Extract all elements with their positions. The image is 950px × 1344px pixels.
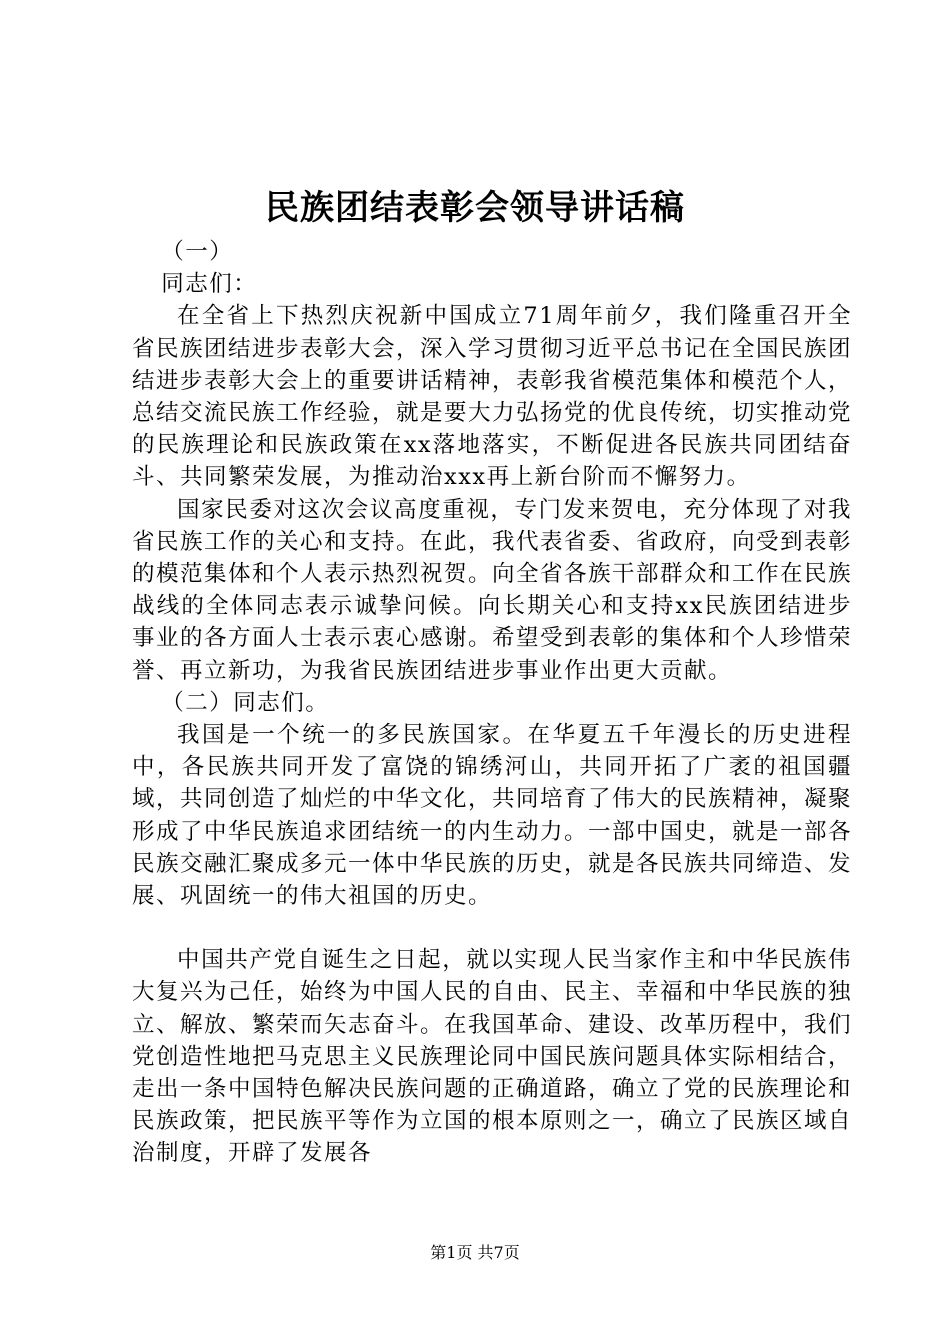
document-title: 民族团结表彰会领导讲话稿 <box>265 188 685 228</box>
paragraph: 我国是一个统一的多民族国家。在华夏五千年漫长的历史进程中，各民族共同开发了富饶的锦绣河山，共同开拓了广袤的祖国疆域，共同创造了灿烂的中华文化，共同培育了伟大的民族精神，凝聚形成了中华民族追求团结统一的内生动力。一部中国史，就是一部各民族交融汇聚成多元一体中华民族的历史，就是各民族共同缔造、发展、巩固统一的伟大祖国的历史。 <box>132 722 853 910</box>
section-label-two: （二）同志们。 <box>161 689 330 716</box>
page-number: 第1页 共7页 <box>430 1243 520 1262</box>
document-body <box>132 236 852 1170</box>
paragraph: 中国共产党自诞生之日起，就以实现人民当家作主和中华民族伟大复兴为己任，始终为中国人民的自由、民主、幸福和中华民族的独立、解放、繁荣而矢志奋斗。在我国革命、建设、改革历程中，我们党创造性地把马克思主义民族理论同中国民族问题具体实际相结合，走出一条中国特色解决民族问题的正确道路，确立了党的民族理论和民族政策，把民族平等作为立国的根本原则之一，确立了民族区域自治制度，开辟了发展各 <box>132 947 853 1167</box>
salutation: 同志们： <box>161 271 258 298</box>
paragraph: 国家民委对这次会议高度重视，专门发来贺电，充分体现了对我省民族工作的关心和支持。在此，我代表省委、省政府，向受到表彰的模范集体和个人表示热烈祝贺。向全省各族干部群众和工作在民族战线的全体同志表示诚挚问候。向长期关心和支持xx民族团结进步事业的各方面人士表示衷心感谢。希望受到表彰的集体和个人珍惜荣誉、再立新功，为我省民族团结进步事业作出更大贡献。 <box>132 496 853 684</box>
section-label-one: （一） <box>161 239 234 265</box>
paragraph: 在全省上下热烈庆祝新中国成立71周年前夕，我们隆重召开全省民族团结进步表彰大会，深入学习贯彻习近平总书记在全国民族团结进步表彰大会上的重要讲话精神，表彰我省模范集体和模范个人，总结交流民族工作经验，就是要大力弘扬党的优良传统，切实推动党的民族理论和民族政策在xx落地落实，不断促进各民族共同团结奋斗、共同繁荣发展，为推动治xxx再上新台阶而不懈努力。 <box>132 303 853 491</box>
paragraph-gap <box>132 912 852 944</box>
